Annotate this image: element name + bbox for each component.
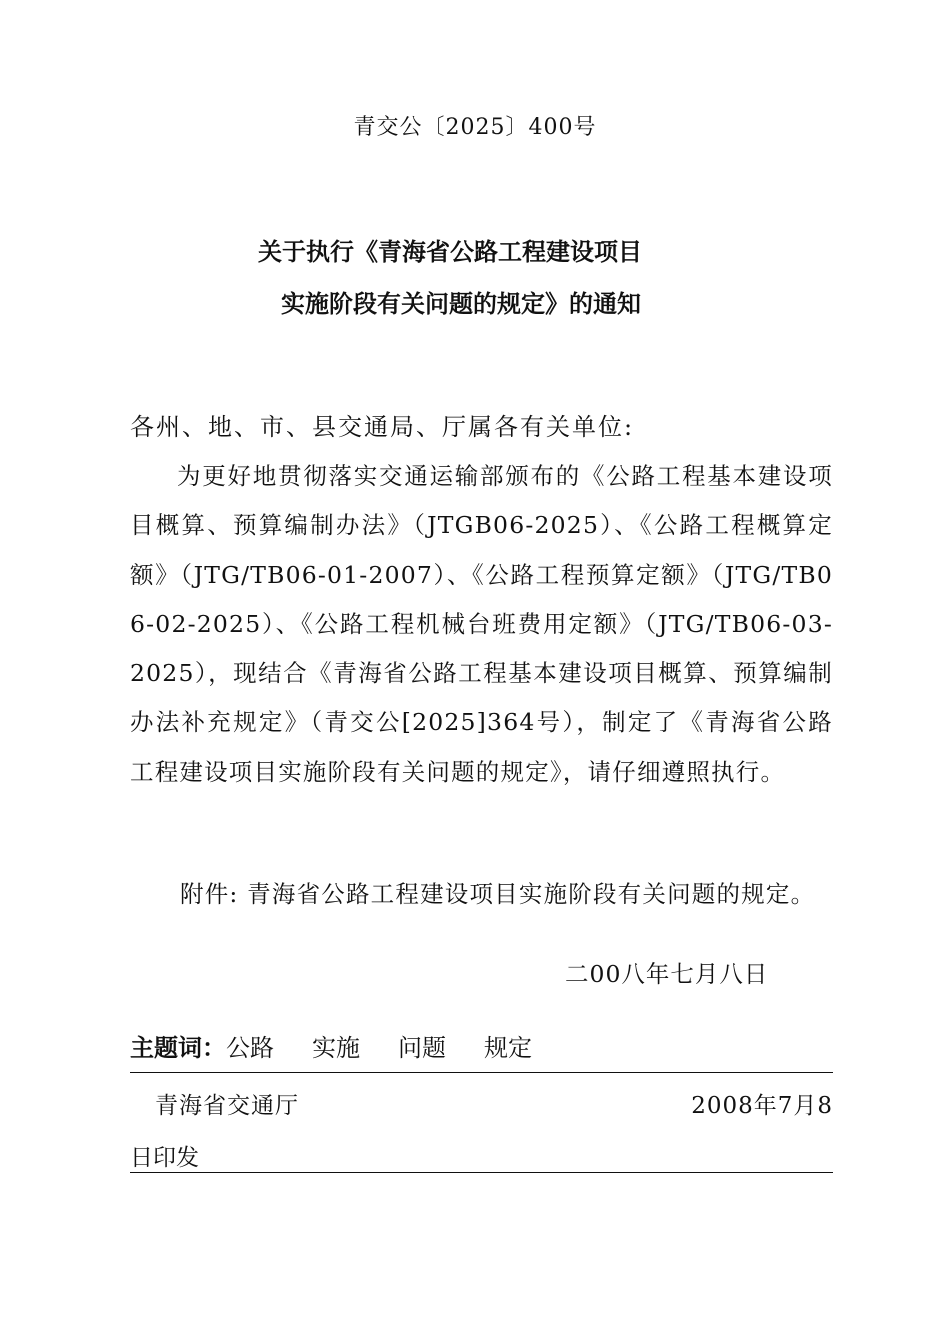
body-paragraph: 为更好地贯彻落实交通运输部颁布的《公路工程基本建设项目概算、预算编制办法》（JTGB06-2025）、《公路工程概算定额》（JTG/TB06-01-2007）、《公路工程预算定额》（JTG/TB06-02-2025）、《公路工程机械台班费用定额》（JTG/TB06-03-2025），现结合《青海省公路工程基本建设项目概算、预算编制办法补充规定》（青交公[2025]364号），制定了《青海省公路工程建设项目实施阶段有关问题的规定》，请仔细遵照执行。	[130, 462, 833, 786]
attachment-note: 附件: 青海省公路工程建设项目实施阶段有关问题的规定。	[180, 880, 816, 908]
keywords-label: 主题词：	[130, 1034, 226, 1062]
issuer-block	[130, 1080, 833, 1184]
keyword-item: 问题	[398, 1034, 446, 1062]
divider-bottom	[130, 1172, 833, 1173]
document-number: 青交公〔2025〕400号	[353, 115, 597, 140]
signing-date: 二00八年七月八日	[565, 960, 769, 988]
keyword-item: 规定	[484, 1034, 532, 1062]
issuer-row	[130, 1080, 833, 1132]
issuer-name: 青海省交通厅	[155, 1093, 299, 1119]
document-title-line-2: 实施阶段有关问题的规定》的通知	[281, 290, 641, 318]
issue-date: 2008年7月8	[691, 1093, 833, 1119]
keyword-item: 公路	[226, 1034, 274, 1062]
issue-date-continuation: 日印发	[130, 1145, 199, 1171]
keywords-line	[130, 1028, 570, 1063]
keyword-item: 实施	[312, 1034, 360, 1062]
divider-top	[130, 1072, 833, 1073]
salutation: 各州、地、市、县交通局、厅属各有关单位:	[130, 413, 635, 441]
document-title-line-1: 关于执行《青海省公路工程建设项目	[258, 238, 642, 266]
